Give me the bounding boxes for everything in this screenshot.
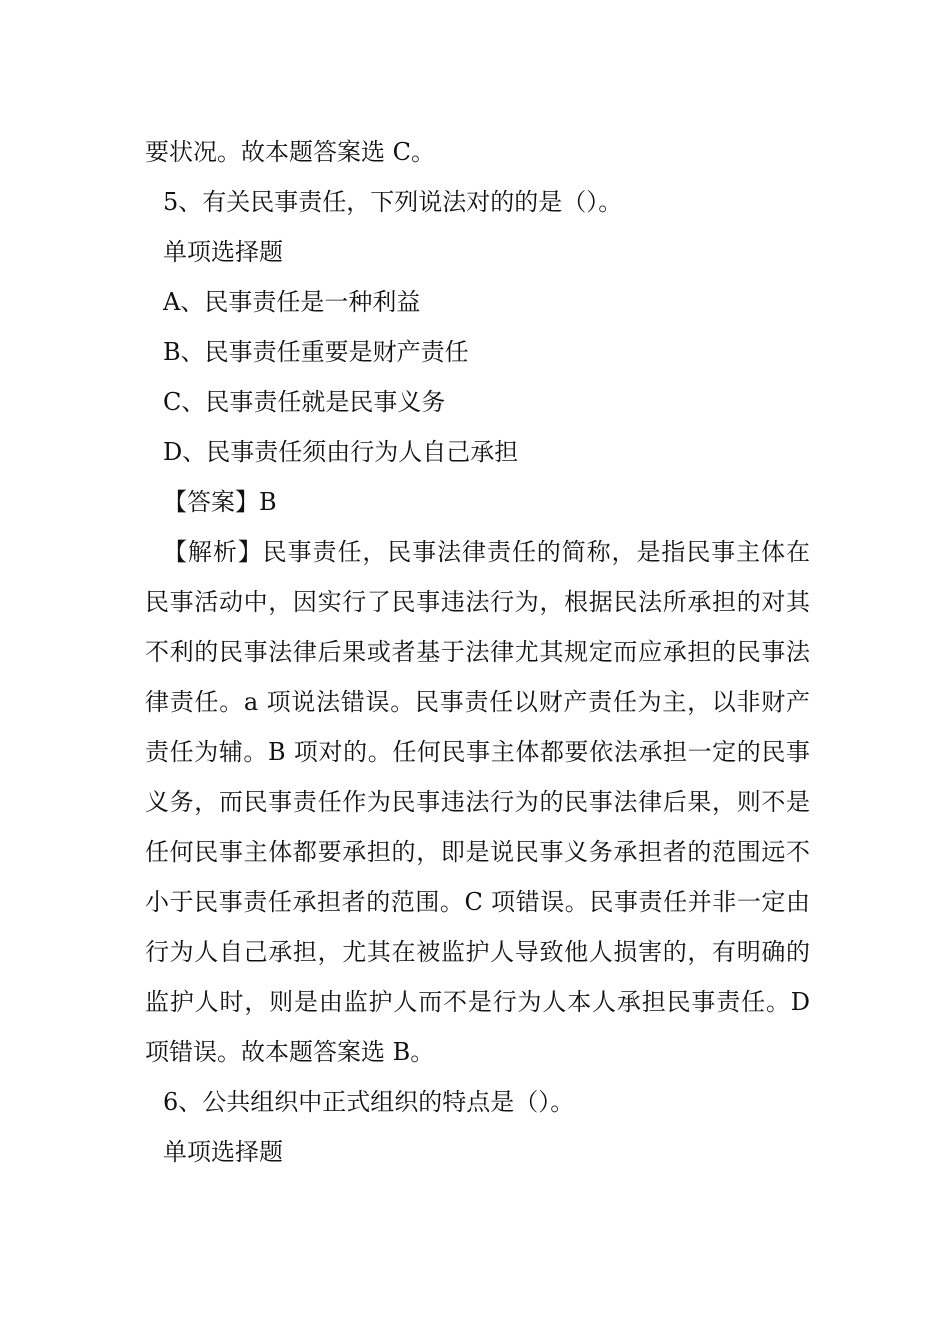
question-6-type: 单项选择题: [163, 1138, 283, 1166]
question-5-type: 单项选择题: [163, 238, 283, 266]
question-5-option-a: A、民事责任是一种利益: [163, 288, 421, 316]
question-5-analysis: 【解析】民事责任，民事法律责任的简称，是指民事主体在民事活动中，因实行了民事违法行为，根据民法所承担的对其不利的民事法律后果或者基于法律尤其规定而应承担的民事法律责任。a 项说法错误。民事责任以财产责任为主，以非财产责任为辅。B 项对的。任何民事主体都要依法承担一定的民事义务，而民事责任作为民事违法行为的民事法律后果，则不是任何民事主体都要承担的，即是说民事义务承担者的范围远不小于民事责任承担者的范围。C 项错误。民事责任并非一定由行为人自己承担，尤其在被监护人导致他人损害的，有明确的监护人时，则是由监护人而不是行为人本人承担民事责任。D 项错误。故本题答案选 B。: [145, 538, 810, 1066]
question-5-option-b: B、民事责任重要是财产责任: [163, 338, 469, 366]
question-5-option-d: D、民事责任须由行为人自己承担: [163, 438, 519, 466]
previous-answer-tail: 要状况。故本题答案选 C。: [145, 138, 435, 166]
question-5-text: 5、有关民事责任，下列说法对的的是（）。: [163, 188, 623, 216]
question-5-answer: 【答案】B: [163, 488, 277, 516]
question-5-option-c: C、民事责任就是民事义务: [163, 388, 446, 416]
question-6-text: 6、公共组织中正式组织的特点是（）。: [163, 1088, 575, 1116]
document-page: [145, 127, 810, 1177]
